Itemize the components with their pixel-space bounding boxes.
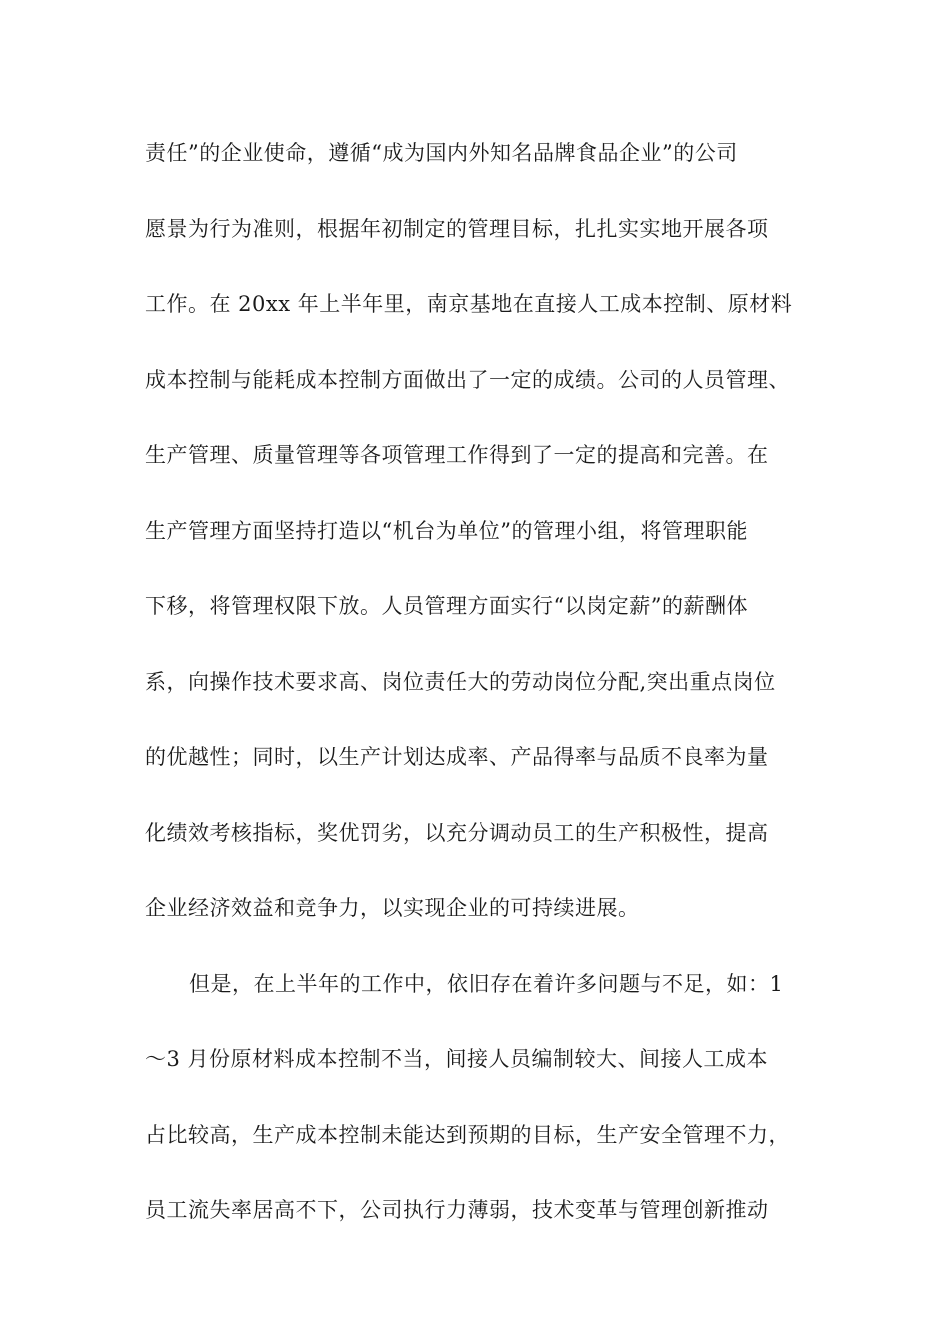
text-line: 愿景为行为准则，根据年初制定的管理目标，扎扎实实地开展各项 [145, 216, 769, 241]
text-line: 责任”的企业使命，遵循“成为国内外知名品牌食品企业”的公司 [145, 141, 738, 165]
text-line: 占比较高，生产成本控制未能达到预期的目标，生产安全管理不力， [145, 1122, 790, 1147]
text-line: 下移，将管理权限下放。人员管理方面实行“以岗定薪”的薪酬体 [145, 594, 748, 618]
text-line: 的优越性；同时，以生产计划达成率、产品得率与品质不良率为量 [145, 745, 769, 769]
text-line: 化绩效考核指标，奖优罚劣，以充分调动员工的生产积极性，提高 [145, 820, 769, 845]
text-line: 工作。在 20xx 年上半年里，南京基地在直接人工成本控制、原材料 [145, 292, 793, 316]
paragraph-start-line: 但是，在上半年的工作中，依旧存在着许多问题与不足，如：1 [189, 971, 784, 996]
text-line: 企业经济效益和竞争力，以实现企业的可持续进展。 [145, 896, 640, 920]
text-line: ～3 月份原材料成本控制不当，间接人员编制较大、间接人工成本 [145, 1047, 769, 1071]
text-line: 员工流失率居高不下，公司执行力薄弱，技术变革与管理创新推动 [145, 1198, 769, 1222]
text-line: 成本控制与能耗成本控制方面做出了一定的成绩。公司的人员管理、 [145, 367, 790, 392]
body-text [145, 130, 825, 1263]
text-line: 系，向操作技术要求高、岗位责任大的劳动岗位分配,突出重点岗位 [145, 669, 776, 694]
text-line: 生产管理方面坚持打造以“机台为单位”的管理小组，将管理职能 [145, 518, 748, 543]
text-line: 生产管理、质量管理等各项管理工作得到了一定的提高和完善。在 [145, 443, 769, 467]
